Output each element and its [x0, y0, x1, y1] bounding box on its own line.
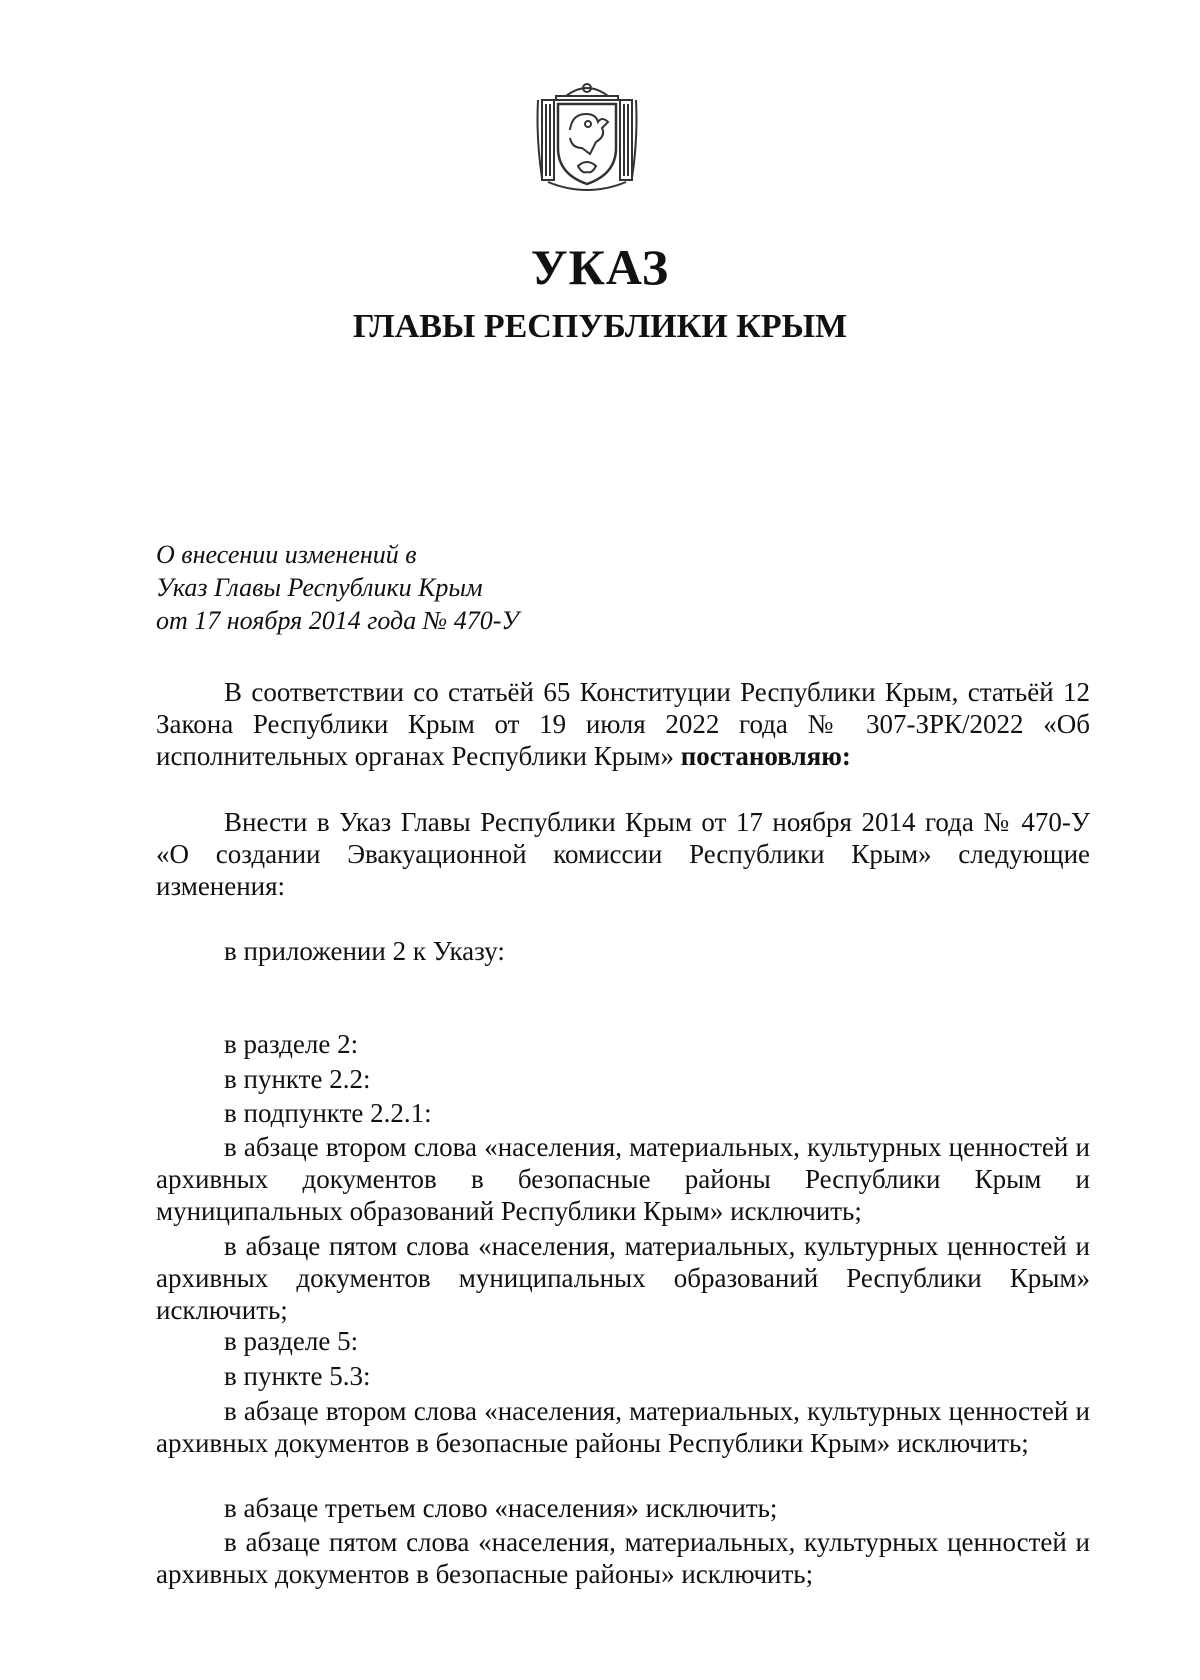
section-line: в разделе 5: — [224, 1326, 359, 1356]
resolution-word: постановляю: — [680, 741, 851, 771]
document-subtitle: ГЛАВЫ РЕСПУБЛИКИ КРЫМ — [352, 308, 848, 345]
amendment-paragraph: в абзаце пятом слова «населения, материальных, культурных ценностей и архивных документов в безопасные районы» исключить; — [156, 1527, 1090, 1589]
preamble-text: В соответствии со статьёй 65 Конституции Республики Крым, статьёй 12 Закона Республики Крым от 19 июля 2022 года № 307-ЗРК/2022 «Об исполнительных органах Республики Крым» — [156, 677, 1090, 771]
point-line: в пункте 2.2: — [224, 1064, 371, 1094]
amendment-paragraph: в абзаце третьем слово «населения» исключить; — [224, 1493, 778, 1523]
preamble-paragraph — [156, 676, 1090, 772]
subpoint-line: в подпункте 2.2.1: — [224, 1098, 432, 1128]
annex-line: в приложении 2 к Указу: — [224, 936, 505, 966]
section-line: в разделе 2: — [224, 1029, 359, 1059]
amendment-paragraph: в абзаце пятом слова «населения, материальных, культурных ценностей и архивных документов муниципальных образований Республики Крым» исключить; — [156, 1231, 1090, 1325]
point-line: в пункте 5.3: — [224, 1361, 371, 1391]
subject-line: Указ Главы Республики Крым — [156, 573, 483, 602]
subject-heading — [156, 538, 716, 637]
subject-line: О внесении изменений в — [156, 540, 417, 569]
document-title: УКАЗ — [530, 239, 670, 295]
subject-line: от 17 ноября 2014 года № 470-У — [156, 606, 519, 635]
amendment-paragraph: в абзаце втором слова «населения, материальных, культурных ценностей и архивных документов в безопасные районы Республики Крым и муниципальных образований Республики Крым» исключить; — [156, 1132, 1090, 1226]
amendment-paragraph: в абзаце втором слова «населения, материальных, культурных ценностей и архивных документов в безопасные районы Республики Крым» исключить; — [156, 1396, 1090, 1458]
main-paragraph: Внести в Указ Главы Республики Крым от 17 ноября 2014 года № 470-У «О создании Эвакуационной комиссии Республики Крым» следующие изменения: — [156, 807, 1090, 901]
coat-of-arms-icon — [536, 78, 638, 196]
